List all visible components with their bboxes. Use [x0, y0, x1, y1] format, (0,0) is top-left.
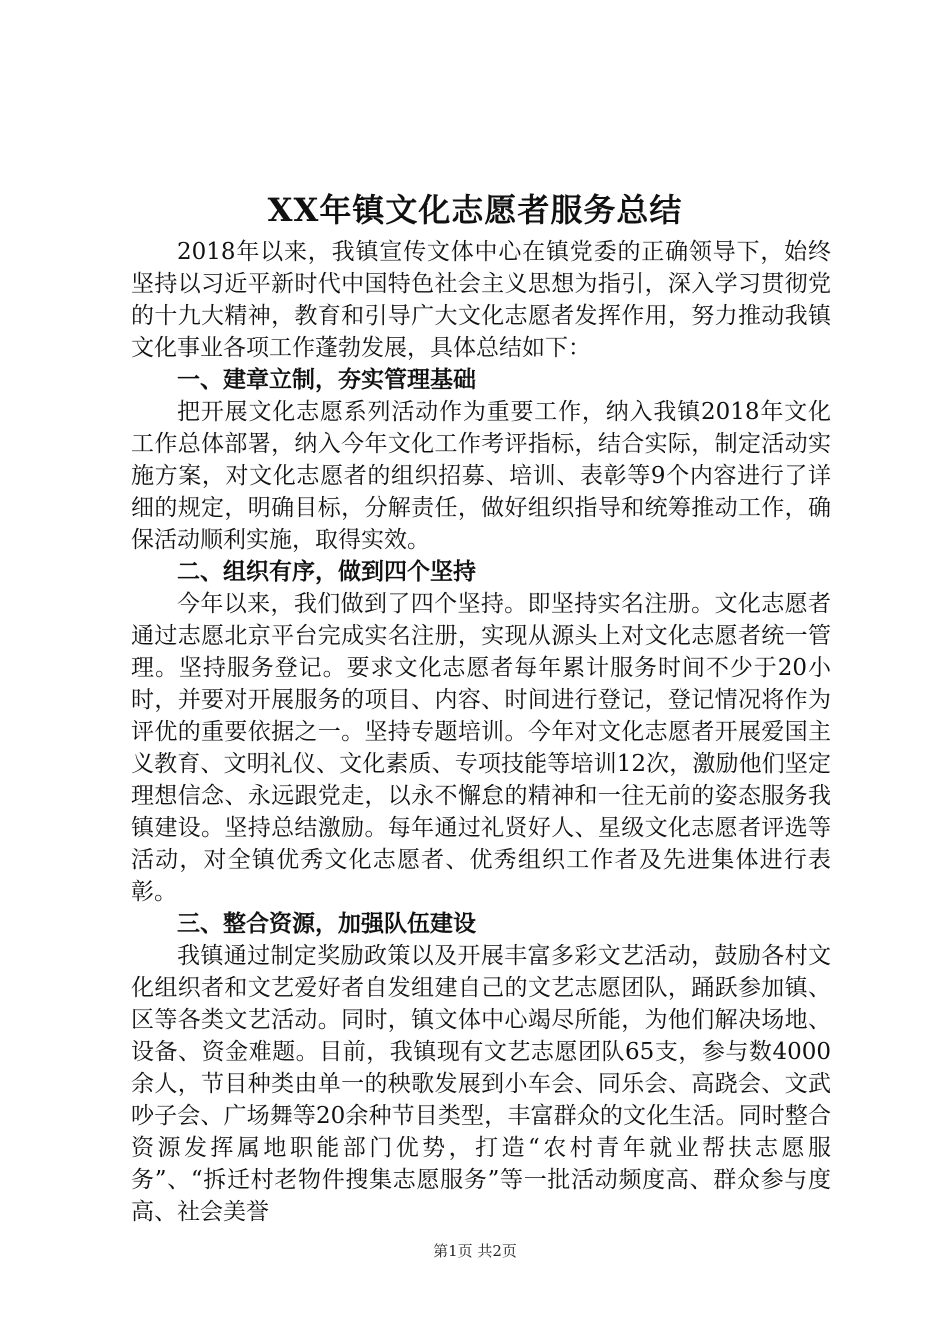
document-body: [131, 236, 831, 1228]
intro-paragraph: 2018年以来，我镇宣传文体中心在镇党委的正确领导下，始终坚持以习近平新时代中国特色社会主义思想为指引，深入学习贯彻党的十九大精神，教育和引导广大文化志愿者发挥作用，努力推动我镇文化事业各项工作蓬勃发展，具体总结如下：: [131, 239, 831, 361]
section-paragraph-1: 把开展文化志愿系列活动作为重要工作，纳入我镇2018年文化工作总体部署，纳入今年文化工作考评指标，结合实际，制定活动实施方案，对文化志愿者的组织招募、培训、表彰等9个内容进行了详细的规定，明确目标，分解责任，做好组织指导和统筹推动工作，确保活动顺利实施，取得实效。: [131, 399, 831, 553]
document-title: XX年镇文化志愿者服务总结: [267, 191, 683, 229]
section-heading-1: 一、建章立制，夯实管理基础: [177, 367, 476, 393]
page-number-footer: 第1页 共2页: [433, 1242, 517, 1260]
section-paragraph-2: 今年以来，我们做到了四个坚持。即坚持实名注册。文化志愿者通过志愿北京平台完成实名注册，实现从源头上对文化志愿者统一管理。坚持服务登记。要求文化志愿者每年累计服务时间不少于20小时，并要对开展服务的项目、内容、时间进行登记，登记情况将作为评优的重要依据之一。坚持专题培训。今年对文化志愿者开展爱国主义教育、文明礼仪、文化素质、专项技能等培训12次，激励他们坚定理想信念、永远跟党走，以永不懈怠的精神和一往无前的姿态服务我镇建设。坚持总结激励。每年通过礼贤好人、星级文化志愿者评选等活动，对全镇优秀文化志愿者、优秀组织工作者及先进集体进行表彰。: [131, 591, 831, 905]
section-paragraph-3: 我镇通过制定奖励政策以及开展丰富多彩文艺活动，鼓励各村文化组织者和文艺爱好者自发组建自己的文艺志愿团队，踊跃参加镇、区等各类文艺活动。同时，镇文体中心竭尽所能，为他们解决场地、设备、资金难题。目前，我镇现有文艺志愿团队65支，参与数4000余人，节目种类由单一的秧歌发展到小车会、同乐会、高跷会、文武吵子会、广场舞等20余种节目类型，丰富群众的文化生活。同时整合资源发挥属地职能部门优势，打造“农村青年就业帮扶志愿服务”、“拆迁村老物件搜集志愿服务”等一批活动频度高、群众参与度高、社会美誉: [131, 943, 831, 1225]
section-heading-2: 二、组织有序，做到四个坚持: [177, 559, 476, 585]
section-heading-3: 三、整合资源，加强队伍建设: [177, 911, 476, 937]
